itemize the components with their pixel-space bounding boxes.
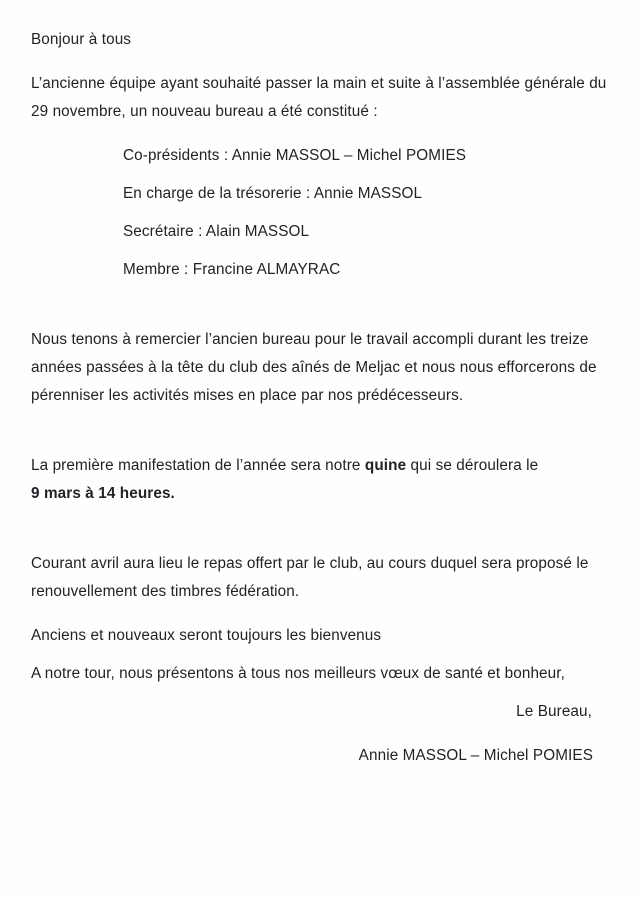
spacer <box>31 688 610 698</box>
event-paragraph <box>31 452 610 480</box>
spacer <box>31 508 610 550</box>
spacer <box>31 170 610 180</box>
april-paragraph: Courant avril aura lieu le repas offert par le club, au cours duquel sera proposé le renouvellement des timbres fédération. <box>31 555 593 600</box>
board-member-member: Membre : Francine ALMAYRAC <box>123 261 341 278</box>
board-member-secretary: Secrétaire : Alain MASSOL <box>123 223 310 240</box>
spacer <box>31 606 610 622</box>
event-text-after: qui se déroulera le <box>406 457 539 474</box>
spacer <box>31 726 610 742</box>
intro-paragraph: L’ancienne équipe ayant souhaité passer la main et suite à l’assemblée générale du 29 novembre, un nouveau bureau a été constitué : <box>31 75 611 120</box>
greeting-text: Bonjour à tous <box>31 31 132 48</box>
wishes-line: A notre tour, nous présentons à tous nos meilleurs vœux de santé et bonheur, <box>31 665 565 682</box>
spacer <box>31 284 610 326</box>
spacer <box>31 246 610 256</box>
spacer <box>31 126 610 142</box>
spacer <box>31 410 610 452</box>
welcome-line: Anciens et nouveaux seront toujours les bienvenus <box>31 627 382 644</box>
signature-bureau: Le Bureau, <box>516 703 592 720</box>
board-member-treasurer: En charge de la trésorerie : Annie MASSOL <box>123 185 423 202</box>
thanks-paragraph: Nous tenons à remercier l’ancien bureau pour le travail accompli durant les treize années passées à la tête du club des aînés de Meljac et nous nous efforcerons de pérenniser les activités mises en place par nos prédécesseurs. <box>31 331 601 404</box>
spacer <box>31 54 610 70</box>
spacer <box>31 208 610 218</box>
spacer <box>31 650 610 660</box>
board-member-co-presidents: Co-présidents : Annie MASSOL – Michel POMIES <box>123 147 467 164</box>
signature-names: Annie MASSOL – Michel POMIES <box>358 747 593 764</box>
event-date: 9 mars à 14 heures. <box>31 485 175 502</box>
event-text-before: La première manifestation de l’année sera notre <box>31 457 365 474</box>
event-keyword: quine <box>364 457 407 474</box>
